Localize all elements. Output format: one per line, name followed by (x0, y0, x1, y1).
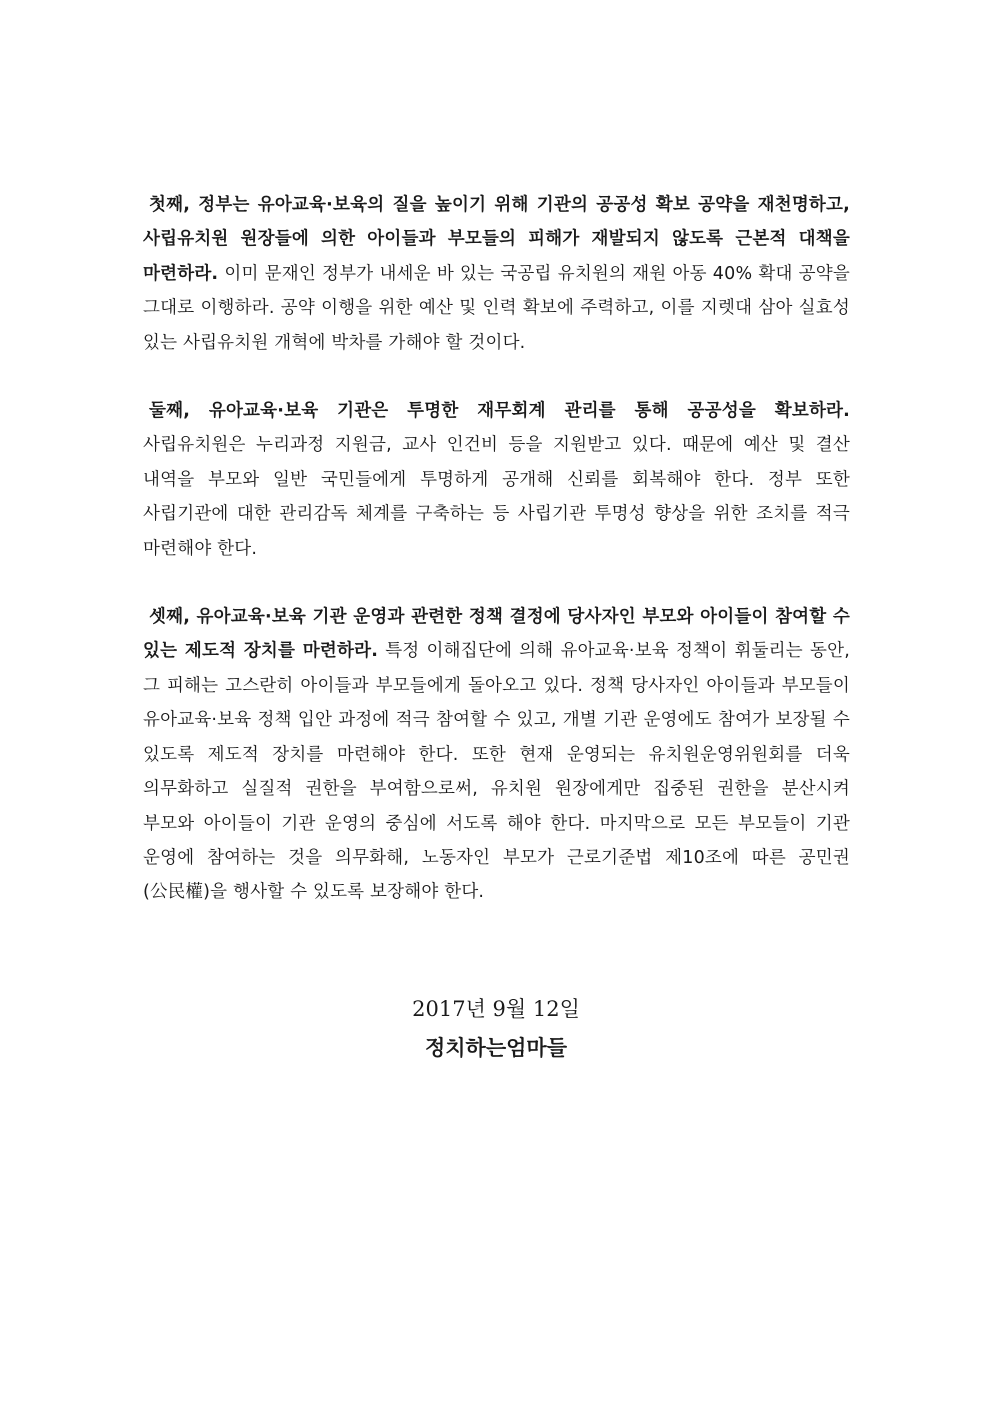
statement-date: 2017년 9월 12일 (412, 997, 580, 1021)
demand-paragraph-2 (143, 394, 850, 566)
statement-body (143, 188, 850, 910)
demand-paragraph-1 (143, 188, 850, 360)
demand-3-text: 특정 이해집단에 의해 유아교육·보육 정책이 휘둘리는 동안, 그 피해는 고스란히 아이들과 부모들에게 돌아오고 있다. 정책 당사자인 아이들과 부모들이 유아교육·보육 정책 입안 과정에 적극 참여할 수 있고, 개별 기관 운영에도 참여가 보장될 수 있도록 제도적 장치를 마련해야 한다. 또한 현재 운영되는 유치원운영위원회를 더욱 의무화하고 실질적 권한을 부여함으로써, 유치원 원장에게만 집중된 권한을 분산시켜 부모와 아이들이 기관 운영의 중심에 서도록 해야 한다. 마지막으로 모든 부모들이 기관 운영에 참여하는 것을 의무화해, 노동자인 부모가 근로기준법 제10조에 따른 공민권(公民權)을 행사할 수 있도록 보장해야 한다. (143, 641, 850, 903)
demand-3-heading: 셋째, 유아교육·보육 기관 운영과 관련한 정책 결정에 당사자인 부모와 아이들이 참여할 수 있는 제도적 장치를 마련하라. (143, 607, 850, 662)
demand-1-heading: 첫째, 정부는 유아교육·보육의 질을 높이기 위해 기관의 공공성 확보 공약을 재천명하고, 사립유치원 원장들에 의한 아이들과 부모들의 피해가 재발되지 않도록 근본적 대책을 마련하라. (143, 195, 850, 284)
demand-2-text: 사립유치원은 누리과정 지원금, 교사 인건비 등을 지원받고 있다. 때문에 예산 및 결산 내역을 부모와 일반 국민들에게 투명하게 공개해 신뢰를 회복해야 한다. 정부 또한 사립기관에 대한 관리감독 체계를 구축하는 등 사립기관 투명성 향상을 위한 조치를 적극 마련해야 한다. (143, 435, 850, 559)
demand-paragraph-3 (143, 600, 850, 910)
organization-signature: 정치하는엄마들 (424, 1036, 567, 1060)
demand-2-heading: 둘째, 유아교육·보육 기관은 투명한 재무회계 관리를 통해 공공성을 확보하라. (149, 401, 850, 422)
demand-1-text: 이미 문재인 정부가 내세운 바 있는 국공립 유치원의 재원 아동 40% 확대 공약을 그대로 이행하라. 공약 이행을 위한 예산 및 인력 확보에 주력하고, 이를 지렛대 삼아 실효성 있는 사립유치원 개혁에 박차를 가해야 할 것이다. (143, 263, 850, 353)
